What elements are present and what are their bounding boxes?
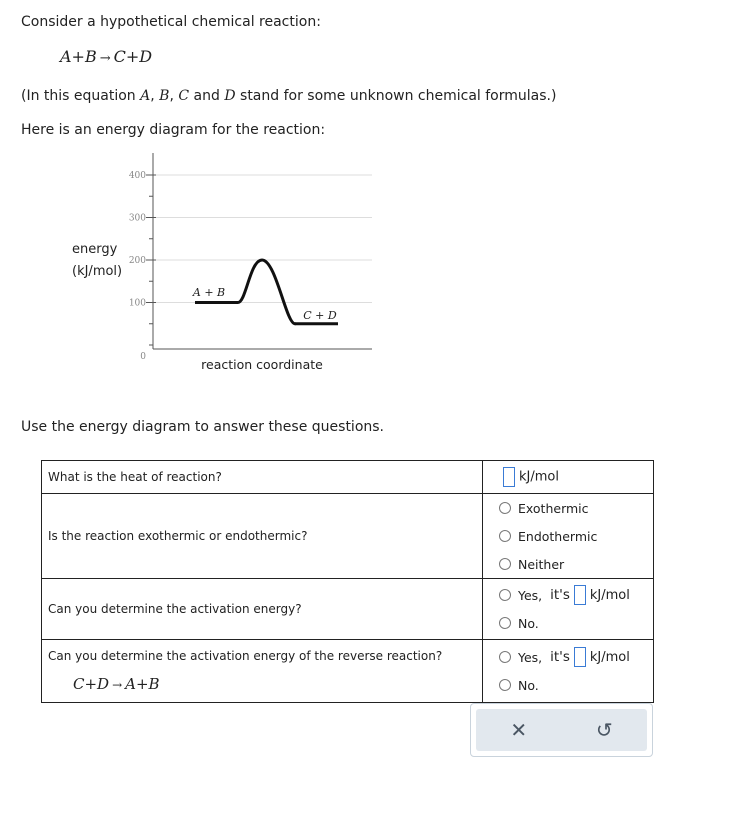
y-tick-label: 0: [140, 352, 146, 362]
answer-toolbar: [470, 703, 653, 757]
option-endothermic[interactable]: [499, 522, 653, 550]
option-label: Exothermic: [518, 500, 589, 516]
note-part: (In this equation: [21, 88, 141, 104]
y-tick-label: 300: [128, 213, 146, 224]
y-axis-label-line1: energy: [72, 242, 118, 257]
y-tick-label: 100: [128, 298, 146, 309]
note-var-b: B: [159, 88, 170, 104]
note-var-d: D: [224, 88, 236, 104]
question-row: [42, 494, 654, 579]
answer-cell: [483, 579, 654, 640]
question-cell: [42, 640, 483, 703]
its-label: it's: [550, 649, 570, 665]
question-row: [42, 461, 654, 494]
question-cell: [42, 461, 483, 494]
undo-icon[interactable]: ↺: [595, 718, 613, 742]
answer-cell: [483, 461, 654, 494]
q4-text: Can you determine the activation energy of the reverse reaction?: [48, 649, 443, 663]
y-tick-label: 400: [128, 171, 146, 181]
no-label: No.: [518, 615, 539, 631]
reverse-equation: [48, 675, 476, 693]
radio-icon[interactable]: [499, 589, 511, 601]
equation-rhs: A+B: [125, 675, 160, 693]
diagram-intro-text: Here is an energy diagram for the reaction:: [21, 122, 326, 138]
heat-of-reaction-input[interactable]: [503, 467, 515, 487]
equation-lhs: A+B: [60, 47, 97, 66]
questions-table: [41, 460, 654, 703]
y-axis-label-line2: (kJ/mol): [72, 264, 123, 279]
option-yes[interactable]: [499, 581, 653, 609]
arrow-icon: →: [99, 51, 111, 66]
unit-label: kJ/mol: [589, 649, 630, 665]
energy-barrier-path: [238, 260, 295, 324]
grid-lines: [153, 175, 372, 303]
x-axis-label: reaction coordinate: [201, 357, 323, 372]
y-tick-label: 200: [128, 256, 146, 266]
q3-text: Can you determine the activation energy?: [48, 602, 302, 616]
reactant-label: A + B: [192, 286, 226, 299]
radio-icon[interactable]: [499, 502, 511, 514]
option-no[interactable]: [499, 671, 653, 699]
option-yes[interactable]: [499, 643, 653, 671]
question-row: [42, 579, 654, 640]
note-var-a: A: [140, 88, 151, 104]
note-sep: ,: [169, 88, 179, 104]
answer-cell: [483, 494, 654, 579]
question-cell: [42, 579, 483, 640]
q1-unit: kJ/mol: [519, 469, 559, 485]
radio-icon[interactable]: [499, 651, 511, 663]
arrow-icon: →: [112, 678, 123, 692]
intro-text: Consider a hypothetical chemical reaction:: [21, 14, 321, 30]
clear-icon[interactable]: ✕: [510, 718, 528, 742]
equation-rhs: C+D: [113, 47, 153, 66]
its-label: it's: [550, 587, 570, 603]
toolbar-inner: [476, 709, 647, 751]
q2-text: Is the reaction exothermic or endothermic?: [48, 529, 308, 543]
option-exothermic[interactable]: [499, 494, 653, 522]
q1-text: What is the heat of reaction?: [48, 470, 222, 484]
note-and: and: [189, 88, 225, 104]
question-row: [42, 640, 654, 703]
radio-icon[interactable]: [499, 679, 511, 691]
note-sep: ,: [150, 88, 160, 104]
activation-energy-input[interactable]: [574, 585, 586, 605]
yes-label: Yes,: [518, 587, 543, 603]
radio-icon[interactable]: [499, 617, 511, 629]
answer-cell: [483, 640, 654, 703]
yes-label: Yes,: [518, 649, 543, 665]
no-label: No.: [518, 677, 539, 693]
radio-icon[interactable]: [499, 530, 511, 542]
equation-lhs: C+D: [73, 675, 110, 693]
option-no[interactable]: [499, 609, 653, 637]
use-diagram-text: Use the energy diagram to answer these questions.: [21, 419, 385, 435]
option-neither[interactable]: [499, 550, 653, 578]
option-label: Neither: [518, 556, 565, 572]
note-var-c: C: [178, 88, 190, 104]
radio-icon[interactable]: [499, 558, 511, 570]
y-ticks: [129, 171, 156, 362]
reverse-activation-energy-input[interactable]: [574, 647, 586, 667]
unit-label: kJ/mol: [589, 587, 630, 603]
question-cell: [42, 494, 483, 579]
note-part: stand for some unknown chemical formulas.): [235, 88, 557, 104]
product-label: C + D: [303, 309, 337, 322]
option-label: Endothermic: [518, 528, 598, 544]
